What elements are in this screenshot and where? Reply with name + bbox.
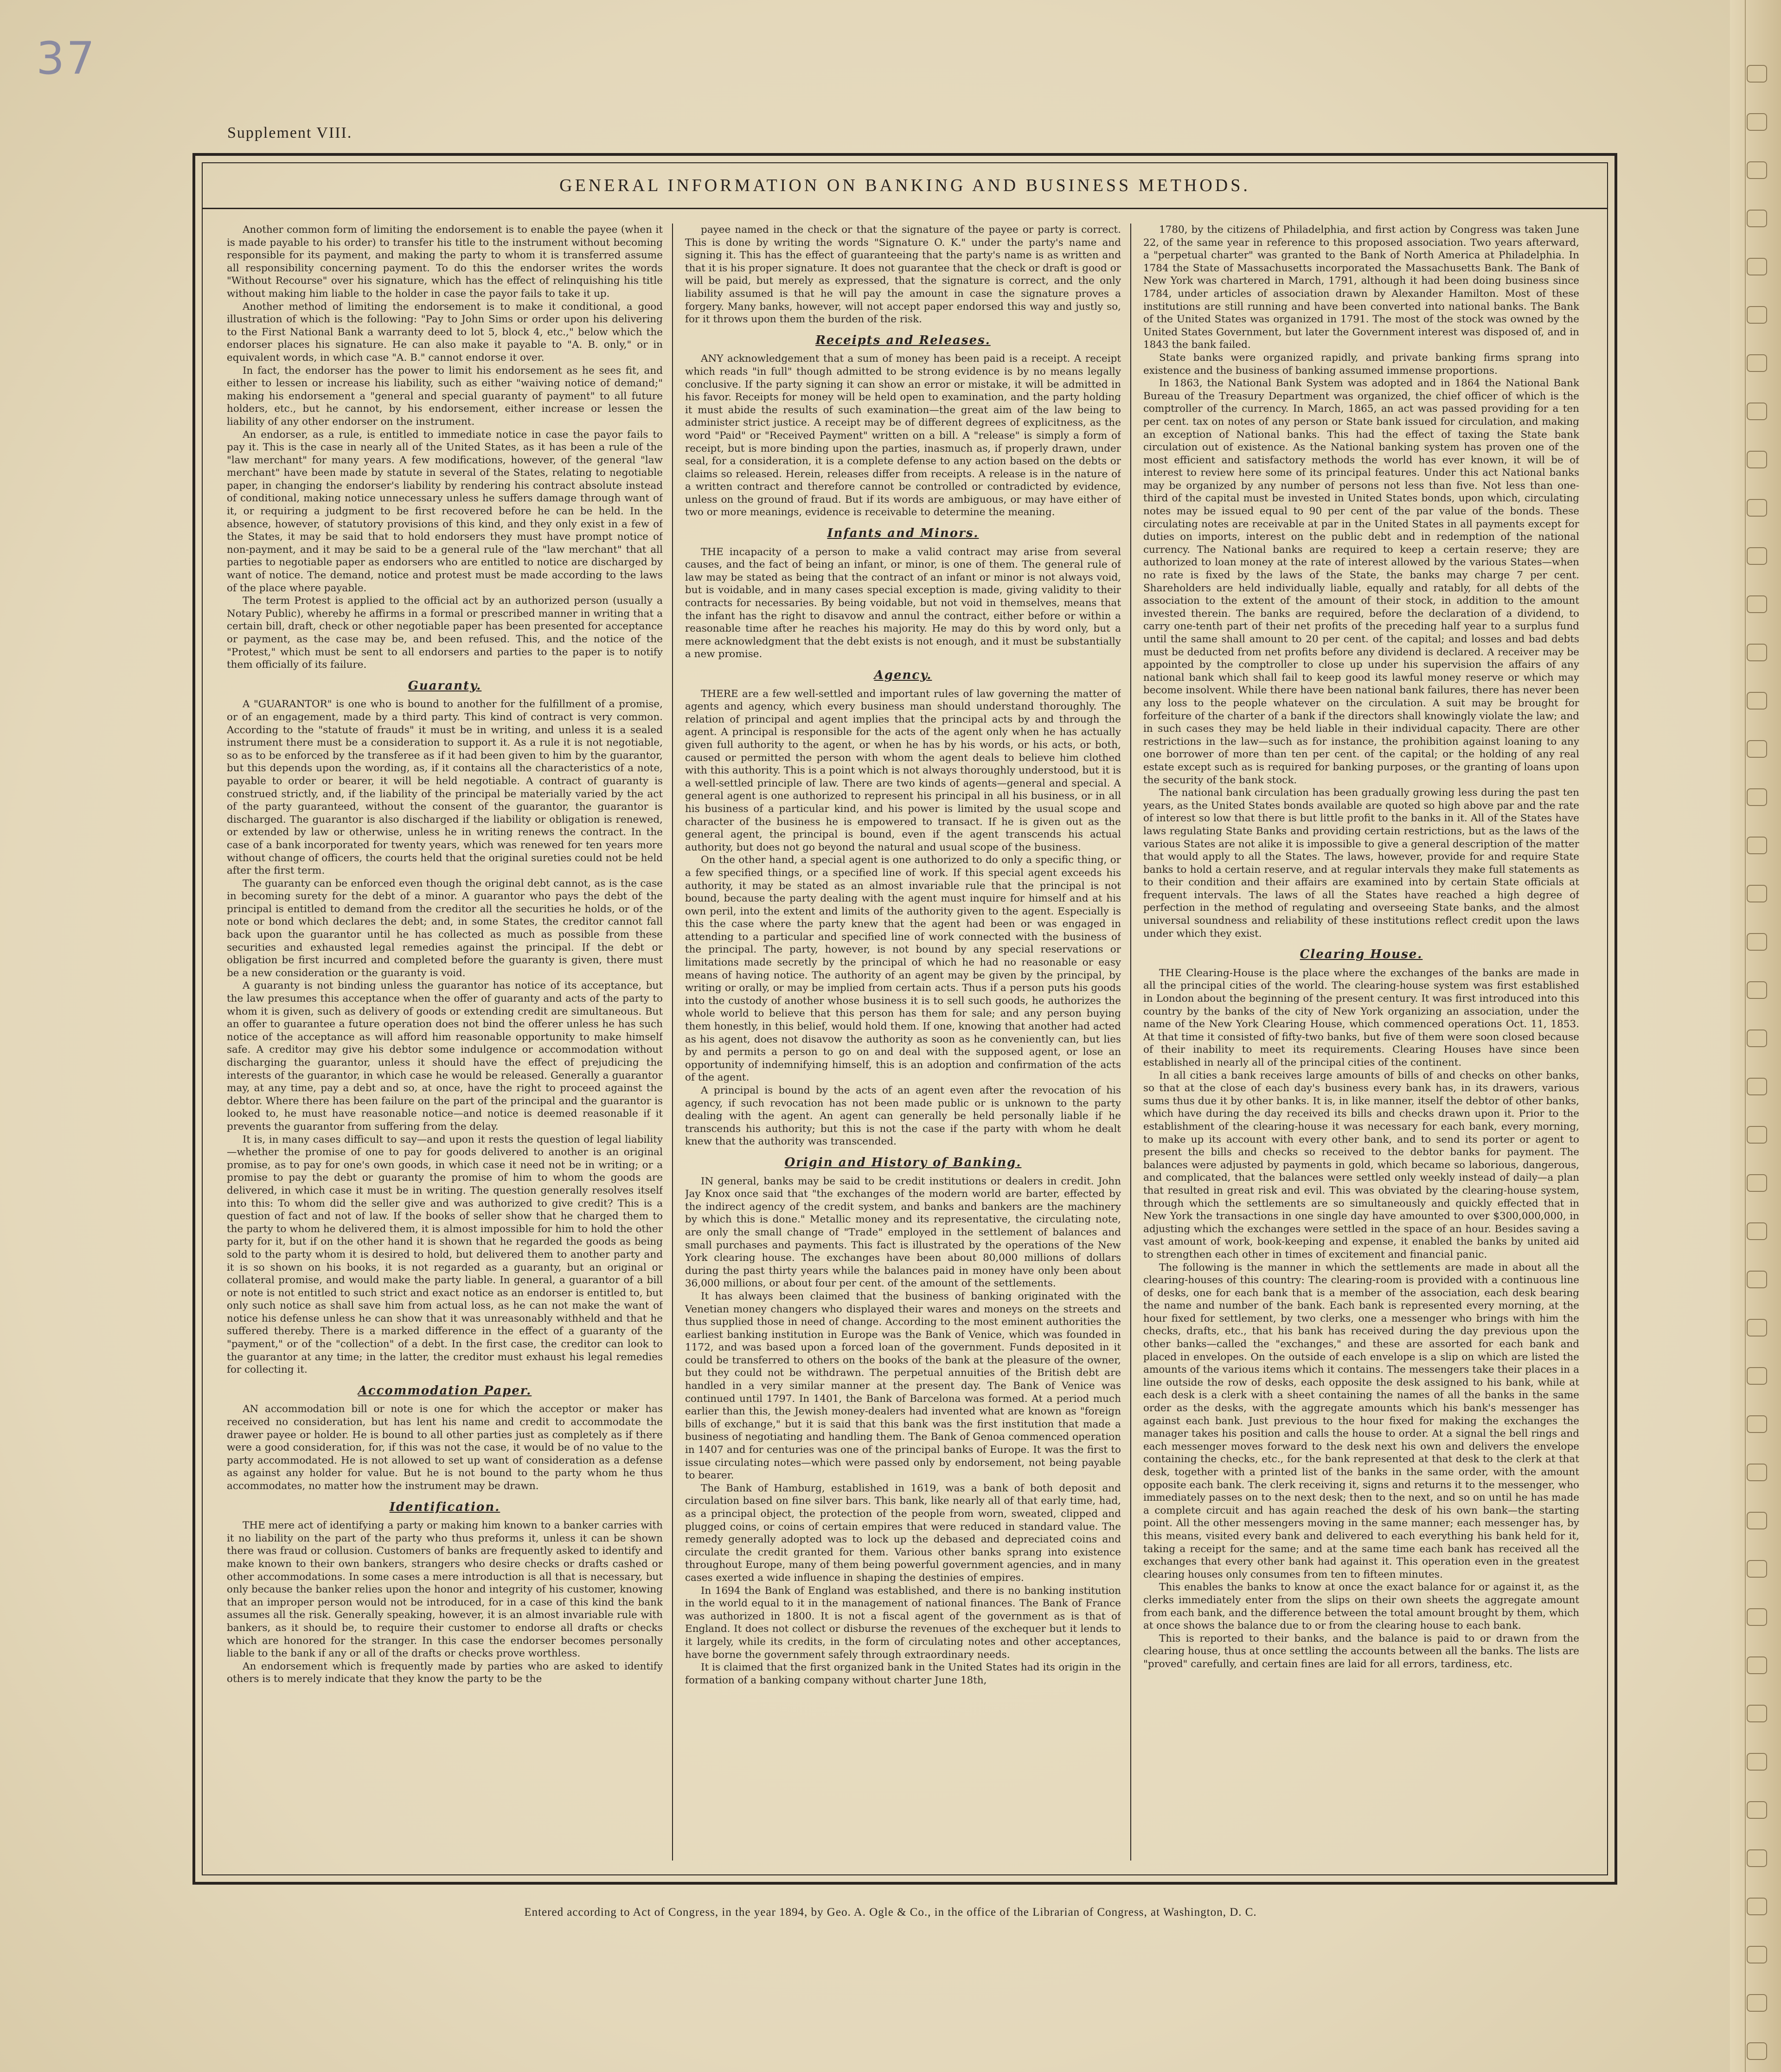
binding-tab — [1747, 837, 1767, 854]
binding-tab — [1747, 1512, 1767, 1529]
paragraph: In 1863, the National Bank System was adopted and in 1864 the National Bank Bureau of the Treasury Department was organized, the chief officer of which is the comptroller of the currency. In March, 1865, an act was passed providing for a ten per cent. tax on notes of any person or State bank issued for circulation, and making an exception of National banks. This had the effect of taxing the State bank circulation out of existence. As the National banking system has proven one of the most efficient and satisfactory methods the world has ever known, it will be of interest to review here some of its principal features. Under this act National banks may be organized by any number of persons not less than five. Not less than one-third of the capital must be invested in United States bonds, upon which, circulating notes may be issued equal to 90 per cent of the par value of the bonds. These circulating notes are receivable at par in the United States in all payments except for duties on imports, interest on the public debt and in redemption of the national currency. The National banks are required to keep a certain reserve; they are authorized to loan money at the rate of interest allowed by the various States—when no rate is fixed by the laws of the State, the banks may charge 7 per cent. Shareholders are held individually liable, equally and ratably, for all debts of the association to the extent of the amount of their stock, in addition to the amount invested therein. The banks are required, before the declaration of a dividend, to carry one-tenth part of their net profits of the preceding half year to a surplus fund until the same shall amount to 20 per cent. of the capital; and losses and bad debts must be deducted from net profits before any dividend is declared. A receiver may be appointed by the comptroller to close up under his supervision the affairs of any national bank which shall fail to keep good its lawful money reserve or which may become insolvent. While there have been national bank failures, there has never been any loss to the people whatever on the circulation. A suit may be brought for forfeiture of the charter of a bank if the directors shall knowingly violate the law; and in such cases they may be held liable in their individual capacity. There are other restrictions in the law—such as for instance, the prohibition against loaning to any one borrower of more than ten per cent. of the capital; or the holding of any real estate except such as is required for banking purposes, or the granting of loans upon the security of the bank stock. — [1143, 377, 1579, 786]
column-1 — [227, 224, 663, 1856]
column-2 — [685, 224, 1121, 1856]
paragraph: ANY acknowledgement that a sum of money has been paid is a receipt. A receipt which reads "in full" though admitted to be strong evidence is by no means legally conclusive. If the party signing it can show an error or mistake, it will be admitted in his favor. Receipts for money will be held open to examination, and the party holding it must abide the results of such examination—the great aim of the law being to administer strict justice. A receipt may be of different degrees of explicitness, as the word "Paid" or "Received Payment" written on a bill. A "release" is simply a form of receipt, but is more binding upon the parties, inasmuch as, if properly drawn, under seal, for a consideration, it is a complete defense to any action based on the debts or claims so released. Herein, releases differ from receipts. A release is in the nature of a written contract and therefore cannot be controlled or contradicted by evidence, unless on the ground of fraud. But if its words are ambiguous, or may have either of two or more meanings, evidence is receivable to determine the meaning. — [685, 353, 1121, 518]
column-divider — [1130, 224, 1131, 1861]
binding-tab — [1747, 1753, 1767, 1771]
page-number: 37 — [36, 32, 97, 84]
binding-tab — [1747, 65, 1767, 83]
article-frame — [192, 153, 1617, 1885]
binding-tab — [1747, 1946, 1767, 1963]
paragraph: It has always been claimed that the business of banking originated with the Venetian money changers who displayed their wares and moneys on the streets and thus supplied those in need of change. According to the most eminent authorities the earliest banking institution in Europe was the Bank of Venice, which was founded in 1172, and was based upon a forced loan of the government. Funds deposited in it could be transferred to others on the books of the bank at the pleasure of the owner, but they could not be withdrawn. The perpetual annuities of the British debt are handled in a very similar manner at the present day. The Bank of Venice was continued until 1797. In 1401, the Bank of Barcelona was formed. At a period much earlier than this, the Jewish money-dealers had invented what are known as "foreign bills of exchange," but it is said that this bank was the first institution that made a business of negotiating and handling them. The Bank of Genoa commenced operation in 1407 and for centuries was one of the principal banks of Europe. It was the first to issue circulating notes—which were passed only by endorsement, not being payable to bearer. — [685, 1290, 1121, 1482]
binding-tab — [1747, 210, 1767, 227]
column-3 — [1143, 224, 1579, 1856]
paragraph: THE Clearing-House is the place where the exchanges of the banks are made in all the principal cities of the world. The clearing-house system was first established in London about the beginning of the present century. It was first introduced into this country by the banks of the city of New York organizing an association, under the name of the New York Clearing House, which commenced operations Oct. 11, 1853. At that time it consisted of fifty-two banks, but five of them were soon closed because of their inability to meet its requirements. Clearing Houses have since been established in nearly all of the principal cities of the continent. — [1143, 967, 1579, 1068]
paragraph: An endorsement which is frequently made by parties who are asked to identify others is to merely indicate that they know the party to be the — [227, 1660, 663, 1685]
title-rule — [203, 208, 1607, 209]
binding-tab — [1747, 1174, 1767, 1192]
binding-tab — [1747, 547, 1767, 565]
paragraph: In fact, the endorser has the power to limit his endorsement as he sees fit, and either to lessen or increase his liability, such as either "waiving notice of demand;" making his endorsement a "general and special guaranty of payment" to all future holders, etc., but he cannot, by his endorsement, either increase or lessen the liability of any other endorser on the instrument. — [227, 365, 663, 428]
binding-tab — [1747, 1319, 1767, 1337]
binding-tab — [1747, 1560, 1767, 1578]
copyright-footer: Entered according to Act of Congress, in the year 1894, by Geo. A. Ogle & Co., in the office of the Librarian of Congress, at Washington, D. C. — [524, 1906, 1257, 1919]
binding-tab — [1747, 113, 1767, 131]
section-heading-clearing: Clearing House. — [1300, 947, 1423, 962]
paragraph: In 1694 the Bank of England was established, and there is no banking institution in the world equal to it in the management of national finances. The Bank of France was authorized in 1800. It is not a fiscal agent of the government as is that of England. It does not collect or disburse the revenues of the exchequer but it lends to it largely, while its credits, in the form of circulating notes and other acceptances, have borne the government safely through extraordinary needs. — [685, 1585, 1121, 1661]
paragraph: Another common form of limiting the endorsement is to enable the payee (when it is made payable to his order) to transfer his title to the instrument without becoming responsible for its payment, and making the party to whom it is transferred assume all responsibility concerning payment. To do this the endorser writes the words "Without Recourse" over his signature, which has the effect of relinquishing his title without making him liable to the holder in case the payor fails to take it up. — [227, 224, 663, 300]
paragraph: THE incapacity of a person to make a valid contract may arise from several causes, and the fact of being an infant, or minor, is one of them. The general rule of law may be stated as being that the contract of an infant or minor is not always void, but is voidable, and in many cases special exception is made, giving validity to their contracts for necessaries. By being voidable, but not void in themselves, means that the infant has the right to disavow and annul the contract, either before or within a reasonable time after he reaches his majority. He may do this by word only, but a mere acknowledgment that the debt exists is not enough, and it must be substantially a new promise. — [685, 546, 1121, 660]
paragraph: Another method of limiting the endorsement is to make it conditional, a good illustration of which is the following: "Pay to John Sims or order upon his delivering to the First National Bank a warranty deed to lot 5, block 4, etc.," below which the endorser places his signature. He can also make it payable to "A. B. only," or in equivalent words, in which case "A. B." cannot endorse it over. — [227, 301, 663, 364]
binding-tab — [1747, 1367, 1767, 1385]
paragraph: THE mere act of identifying a party or making him known to a banker carries with it no liability on the part of the party who thus preforms it, unless it can be shown there was fraud or collusion. Customers of banks are frequently asked to identify and make known to their own bankers, strangers who desire checks or drafts cashed or other accommodations. In some cases a mere introduction is all that is necessary, but only because the banker relies upon the honor and integrity of his customer, knowing that an improper person would not be introduced, for in a case of this kind the bank assumes all the risk. Generally speaking, however, it is an almost invariable rule with bankers, as it should be, to require their customer to endorse all drafts or checks which are honored for the stranger. In this case the endorser becomes personally liable to the bank if any or all of the drafts or checks prove worthless. — [227, 1520, 663, 1660]
binding-tab — [1747, 1898, 1767, 1915]
binding-tab — [1747, 1608, 1767, 1626]
binding-tab — [1747, 933, 1767, 951]
paragraph: A guaranty is not binding unless the guarantor has notice of its acceptance, but the law presumes this acceptance when the offer of guaranty and acts of the party to whom it is given, such as delivery of goods or extending credit are simultaneous. But an offer to guarantee a future operation does not bind the offerer unless he has such notice of the acceptance as will afford him reasonable opportunity to make himself safe. A creditor may give his debtor some indulgence or accommodation without discharging the guarantor, unless it should have the effect of prejudicing the interests of the guarantor, in which case he would be released. Generally a guarantor may, at any time, pay a debt and so, at once, have the right to proceed against the debtor. Where there has been failure on the part of the principal and the guarantor is looked to, he must have reasonable notice—and notice is deemed reasonable if it prevents the guarantor from suffering from the delay. — [227, 980, 663, 1132]
paragraph: AN accommodation bill or note is one for which the acceptor or maker has received no consideration, but has lent his name and credit to accommodate the drawer payee or holder. He is bound to all other parties just as completely as if there were a good consideration, for, if this was not the case, it would be of no value to the party accommodated. He is not allowed to set up want of consideration as a defense as against any holder for value. But he is not bound to the party whom he thus accommodates, no matter how the instrument may be drawn. — [227, 1403, 663, 1492]
binding-tab — [1747, 1705, 1767, 1722]
paragraph: 1780, by the citizens of Philadelphia, and first action by Congress was taken June 22, of the same year in reference to this proposed association. Two years afterward, a "perpetual charter" was granted to the Bank of North America at Philadelphia. In 1784 the State of Massachusetts incorporated the Massachusetts Bank. The Bank of New York was chartered in March, 1791, although it had been doing business since 1784, under articles of association drawn by Alexander Hamilton. Most of these institutions are still running and have been converted into national banks. The Bank of the United States was organized in 1791. The most of the stock was owned by the United States Government, but later the Government interest was disposed of, and in 1843 the bank failed. — [1143, 224, 1579, 351]
section-heading-guaranty: Guaranty. — [408, 678, 482, 693]
binding-tab — [1747, 451, 1767, 468]
section-heading-identification: Identification. — [389, 1500, 500, 1514]
paragraph: THERE are a few well-settled and important rules of law governing the matter of agents and agency, which every business man should understand thoroughly. The relation of principal and agent implies that the principal acts by and through the agent. A principal is responsible for the acts of the agent only when he has actually given full authority to the agent, or when he has by his words, or his acts, or both, caused or permitted the person with whom the agent deals to believe him clothed with this authority. This is a point which is not always thoroughly understood, but it is a well-settled principle of law. There are two kinds of agents—general and special. A general agent is one authorized to represent his principal in all his business, or in all his business of a particular kind, and his power is limited by the usual scope and character of the business he is empowered to transact. If he is given out as the general agent, the principal is bound, even if the agent transcends his actual authority, but does not go beyond the natural and usual scope of the business. — [685, 688, 1121, 853]
binding-tab — [1747, 788, 1767, 806]
binding-tab — [1747, 692, 1767, 710]
binding-tab — [1747, 1030, 1767, 1047]
binding-tab — [1747, 1415, 1767, 1433]
paragraph: The Bank of Hamburg, established in 1619, was a bank of both deposit and circulation based on fine silver bars. This bank, like nearly all of that early time, had, as a principal object, the protection of the people from worn, sweated, clipped and plugged coins, or coins of certain empires that were reduced in standard value. The remedy generally adopted was to lock up the debased and depreciated coins and circulate the credit granted for them. Various other banks sprang into existence throughout Europe, many of them being powerful government agencies, and in many cases exerted a wide influence in shaping the destinies of empires. — [685, 1482, 1121, 1584]
binding-tab — [1747, 258, 1767, 275]
section-heading-agency: Agency. — [874, 668, 932, 682]
paragraph: This enables the banks to know at once the exact balance for or against it, as the clerks immediately enter from the slips on their own sheets the aggregate amount from each bank, and the difference between the total amount brought by them, which at once shows the balance due to or from the clearing house to each bank. — [1143, 1581, 1579, 1632]
paragraph: It is, in many cases difficult to say—and upon it rests the question of legal liability—whether the promise of one to pay for goods delivered to another is an original promise, as to pay for one's own goods, in which case it need not be in writing; or a promise to pay the debt or guaranty the promise of him to whom the goods are delivered, in which case it must be in writing. The question generally resolves itself into this: To whom did the seller give and was authorized to give credit? This is a question of fact and not of law. If the books of seller show that he charged them to the party to whom he delivered them, it is almost impossible for him to hold the other party for it, but if on the other hand it is shown that he regarded the goods as being sold to the party whom it is desired to hold, but delivered them to another party and it is so shown on his books, it is not regarded as a guaranty, but an original or collateral promise, and would make the party liable. In general, a guarantor of a bill or note is not entitled to such strict and exact notice as an endorser is entitled to, but only such notice as shall save him from actual loss, as he can not make the want of notice his defense unless he can show that it was unreasonably withheld and that he suffered thereby. There is a marked difference in the effect of a guaranty of the "payment," or of the "collection" of a debt. In the first case, the creditor can look to the guarantor at any time; in the latter, the creditor must exhaust his legal remedies for collecting it. — [227, 1133, 663, 1376]
binding-tab — [1747, 403, 1767, 420]
section-heading-origin: Origin and History of Banking. — [784, 1155, 1022, 1170]
section-heading-accommodation: Accommodation Paper. — [358, 1383, 532, 1398]
binding-tab — [1747, 1849, 1767, 1867]
section-heading-infants: Infants and Minors. — [827, 526, 979, 541]
paragraph: This is reported to their banks, and the balance is paid to or drawn from the clearing house, thus at once settling the accounts between all the banks. The lists are "proved" carefully, and certain fines are laid for all errors, tardiness, etc. — [1143, 1632, 1579, 1670]
binding-tab — [1747, 1271, 1767, 1288]
binding-tab — [1747, 1126, 1767, 1144]
binding-tab — [1747, 644, 1767, 661]
paragraph: A "GUARANTOR" is one who is bound to another for the fulfillment of a promise, or of an engagement, made by a third party. This kind of contract is very common. According to the "statute of frauds" it must be in writing, and unless it is a sealed instrument there must be a consideration to support it. As a rule it is not negotiable, so as to be enforced by the transferee as if it had been given to him by the guarantor, but this depends upon the wording, as, if it contains all the characteristics of a note, payable to order or bearer, it will be held negotiable. A contract of guaranty is construed strictly, and, if the liability of the principal be materially varied by the act of the party guaranteed, without the consent of the guarantor, the guarantor is discharged. The guarantor is also discharged if the liability or obligation is renewed, or extended by law or otherwise, unless he in writing renews the contract. In the case of a bank incorporated for twenty years, which was renewed for ten years more without change of officers, the courts held that the original sureties could not be held after the first term. — [227, 698, 663, 877]
binding-tab — [1747, 2042, 1767, 2060]
paragraph: In all cities a bank receives large amounts of bills of and checks on other banks, so that at the close of each day's business every bank has, in its drawers, various sums thus due it by other banks. It is, in like manner, itself the debtor of other banks, which have during the day received its bills and checks drawn upon it. Prior to the establishment of the clearing-house it was necessary for each bank, every morning, to make up its account with every other bank, and to send its porter or agent to present the bills and checks so received to the debtor banks for payment. The balances were adjusted by payments in gold, which became so laborious, dangerous, and complicated, that the balances were settled only weekly instead of daily—a plan that resulted in great risk and evil. This was obviated by the clearing-house system, through which the settlements are so simultaneously and quickly effected that in New York the transactions in one single day have amounted to over $300,000,000, in adjusting which the exchanges were settled in the space of an hour. Besides saving a vast amount of work, book-keeping and expense, it enabled the banks by united aid to strengthen each other in times of excitement and financial panic. — [1143, 1069, 1579, 1260]
article-frame-inner — [202, 162, 1608, 1875]
binding-tab — [1747, 1078, 1767, 1095]
binding-tab — [1747, 499, 1767, 517]
binding-tab — [1747, 1656, 1767, 1674]
binding-tab — [1747, 595, 1767, 613]
paragraph: The following is the manner in which the settlements are made in about all the clearing-houses of this country: The clearing-room is provided with a continuous line of desks, one for each bank that is a member of the association, each desk bearing the name and number of the bank. Each bank is represented every morning, at the hour fixed for settlement, by two clerks, one a messenger who brings with him the checks, drafts, etc., that his bank has received during the day previous upon the other banks—called the "exchanges," and these are assorted for each bank and placed in envelopes. On the outside of each envelope is a slip on which are listed the amounts of the various items which it contains. The messengers take their places in a line outside the row of desks, each opposite the desk assigned to his bank, while at each desk is a clerk with a sheet containing the names of all the banks in the same order as the desks, with the aggregate amounts which his bank's messenger has against each bank. Just previous to the hour fixed for making the exchanges the manager takes his position and calls the house to order. At a signal the bell rings and each messenger moves forward to the desk next his own and delivers the envelope containing the checks, etc., for the bank represented at that desk to the clerk at that desk, together with a printed list of the banks in the same order, with the amount opposite each bank. The clerk receiving it, signs and returns it to the messenger, who immediately passes on to the next desk; then to the next, and so on until he has made a complete circuit and has again reached the desk of his own bank—the starting point. All the other messengers moving in the same manner; each messenger has, by this means, visited every bank and delivered to each everything his bank held for it, taking a receipt for the same; and at the same time each bank has received all the exchanges that every other bank had against it. This operation even in the greatest clearing houses only consumes from ten to fifteen minutes. — [1143, 1261, 1579, 1580]
binding-tab — [1747, 1222, 1767, 1240]
binding-tab — [1747, 1464, 1767, 1481]
paragraph: A principal is bound by the acts of an agent even after the revocation of his agency, if such revocation has not been made public or is unknown to the party dealing with the agent. An agent can generally be held personally liable if he transcends his authority; but this is not the case if the party with whom he dealt knew that the authority was transcended. — [685, 1085, 1121, 1148]
binding-line — [1745, 0, 1746, 2072]
binding-tab — [1747, 885, 1767, 902]
binding-tab — [1747, 981, 1767, 999]
paragraph: State banks were organized rapidly, and private banking firms sprang into existence and the business of banking assumed immense proportions. — [1143, 352, 1579, 377]
paragraph: IN general, banks may be said to be credit institutions or dealers in credit. John Jay Knox once said that "the exchanges of the modern world are barter, effected by the indirect agency of the credit system, and banks and bankers are the machinery by which this is done." Metallic money and its representative, the circulating note, are only the small change of "Trade" employed in the settlement of balances and small purchases and payments. This fact is illustrated by the operations of the New York clearing house. The exchanges have been about 80,000 millions of dollars during the past thirty years while the balances paid in money have only been about 36,000 millions, or about four per cent. of the amount of the settlements. — [685, 1175, 1121, 1290]
binding-tab — [1747, 1801, 1767, 1819]
paragraph: It is claimed that the first organized bank in the United States had its origin in the formation of a banking company without charter June 18th, — [685, 1662, 1121, 1686]
paragraph: payee named in the check or that the signature of the payee or party is correct. This is done by writing the words "Signature O. K." under the party's name and signing it. This has the effect of guaranteeing that the party's name is as written and that it is his proper signature. It does not guarantee that the check or draft is good or will be paid, but merely as expressed, that the signature is correct, and the only liability assumed is that he will pay the amount in case the signature proves a forgery. Many banks, however, will not accept paper endorsed this way and justly so, for it throws upon them the burden of the risk. — [685, 224, 1121, 326]
paragraph: An endorser, as a rule, is entitled to immediate notice in case the payor fails to pay it. This is the case in nearly all of the United States, as it has been a rule of the "law merchant" for many years. A few modifications, however, of the general "law merchant" have been made by statute in several of the States, relating to negotiable paper, in changing the endorser's liability by rendering his contract absolute instead of conditional, making notice unnecessary unless he suffers damage through want of it, or requiring a judgment to be first recovered before he can be held. In the absence, however, of statutory provisions of this kind, and they only exist in a few of the States, it may be said that to hold endorsers they must have prompt notice of non-payment, and it may be said to be a general rule of the "law merchant" that all parties to negotiable paper as endorsers who are entitled to notice are discharged by want of notice. The demand, notice and protest must be made according to the laws of the place where payable. — [227, 428, 663, 594]
paragraph: The term Protest is applied to the official act by an authorized person (usually a Notary Public), whereby he affirms in a formal or prescribed manner in writing that a certain bill, draft, check or other negotiable paper has been presented for acceptance or payment, as the case may be, and been refused. This, and the notice of the "Protest," which must be sent to all endorsers and parties to the paper is to notify them officially of its failure. — [227, 595, 663, 671]
binding-tab — [1747, 1994, 1767, 2012]
supplement-label: Supplement VIII. — [227, 124, 352, 141]
paragraph: The national bank circulation has been gradually growing less during the past ten years, as the United States bonds available are quoted so high above par and the rate of interest so low that there is but little profit to the banks in it. All of the States have laws regulating State Banks and providing certain restrictions, but as the laws of the various States are not alike it is impossible to give a general description of the matter that would apply to all the States. The laws, however, provide for and require State banks to hold a certain reserve, and at regular intervals they make full statements as to their condition and their affairs are examined into by certain State officials at frequent intervals. The laws of all the States have reached a high degree of perfection in the method of regulating and overseeing State banks, and the almost universal soundness and reliability of these institutions reflect credit upon the laws under which they exist. — [1143, 787, 1579, 940]
column-divider — [672, 224, 673, 1861]
paragraph: The guaranty can be enforced even though the original debt cannot, as is the case in becoming surety for the debt of a minor. A guarantor who pays the debt of the principal is entitled to demand from the creditor all the securities he holds, or of the note or bond which declares the debt; and, in some States, the creditor cannot fall back upon the guarantor until he has collected as much as possible from these securities and exhausted legal remedies against the principal. If the debt or obligation be first incurred and completed before the guaranty is given, there must be a new consideration or the guaranty is void. — [227, 877, 663, 979]
binding-tab — [1747, 354, 1767, 372]
section-heading-receipts: Receipts and Releases. — [815, 333, 991, 347]
binding-tab — [1747, 306, 1767, 324]
paragraph: On the other hand, a special agent is one authorized to do only a specific thing, or a few specified things, or a specified line of work. If this special agent exceeds his authority, it may be stated as an almost invariable rule that the principal is not bound, because the party dealing with the agent must inquire for himself and at his own peril, into the extent and limits of the authority given to the agent. Especially is this the case where the party knew that the agent had been or was engaged in attending to a particular and specified line of work connected with the business of the principal. The party, however, is not bound by any special reservations or limitations made secretly by the principal of which he had no reasonable or easy means of having notice. The authority of an agent may be given by the principal, by writing or orally, or may be implied from certain acts. Thus if a person puts his goods into the custody of another whose business it is to sell such goods, he authorizes the whole world to believe that this person has them for sale; and any person buying them honestly, in this belief, would hold them. If one, knowing that another had acted as his agent, does not disavow the authority as soon as he conveniently can, but lies by and permits a person to go on and deal with the supposed agent, or lose an opportunity of indemnifying himself, this is an adoption and confirmation of the acts of the agent. — [685, 854, 1121, 1084]
page-title: GENERAL INFORMATION ON BANKING AND BUSINESS METHODS. — [559, 176, 1250, 195]
binding-tab — [1747, 161, 1767, 179]
binding-tab — [1747, 740, 1767, 758]
